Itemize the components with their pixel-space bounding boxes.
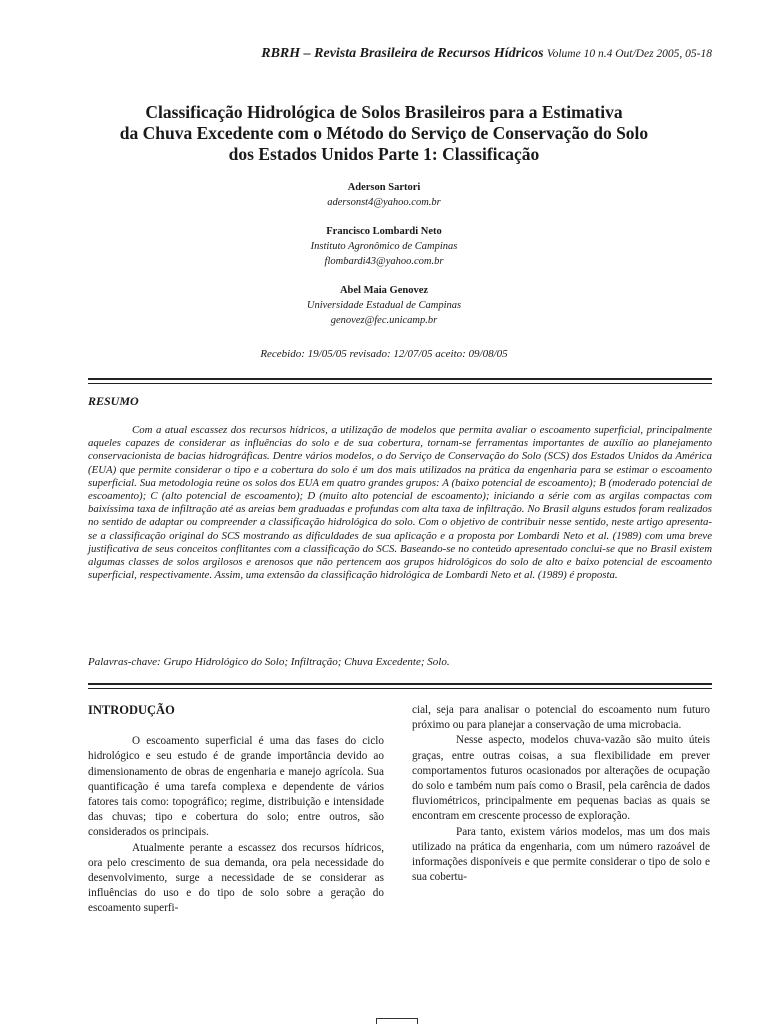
body-paragraph-continuation: cial, seja para analisar o potencial do escoamento num futuro próximo ou para planejar a conservação de uma microbacia. [412, 704, 710, 732]
page-number-box [376, 1018, 418, 1024]
author-email: adersonst4@yahoo.com.br [327, 197, 441, 208]
submission-dates: Recebido: 19/05/05 revisado: 12/07/05 aceito: 09/08/05 [260, 348, 508, 360]
author-affiliation: Instituto Agronômico de Campinas [310, 241, 458, 252]
body-paragraph: O escoamento superficial é uma das fases do ciclo hidrológico e seu estudo é de grande importância devido ao dimensionamento de obras de engenharia e manejo agrícola. Sua quantificação é uma tarefa complexa e dependente de vários fatores tais como: topográfico; regime, distribuição e intensidade das chuvas; tipo e cobertura do solo; entre outros, são considerados os principais. [88, 735, 384, 839]
keywords: Palavras-chave: Grupo Hidrológico do Solo; Infiltração; Chuva Excedente; Solo. [88, 656, 450, 668]
author-email: genovez@fec.unicamp.br [330, 315, 438, 326]
author-name: Abel Maia Genovez [339, 285, 429, 296]
author-block [150, 180, 618, 210]
body-paragraph: Atualmente perante a escassez dos recursos hídricos, ora pelo crescimento de sua demanda, ora pela necessidade do desenvolvimento, surge a necessidade de se considerar as influências do uso e do tipo de solo sobre a geração do escoamento superfi- [88, 841, 384, 915]
title-line: Classificação Hidrológica de Solos Brasileiros para a Estimativa [145, 102, 623, 122]
author-email: flombardi43@yahoo.com.br [324, 256, 444, 267]
running-header [56, 45, 712, 62]
issue-info: Volume 10 n.4 Out/Dez 2005, 05-18 [546, 48, 712, 60]
section-heading: INTRODUÇÃO [88, 703, 175, 717]
abstract-heading: RESUMO [88, 394, 139, 408]
author-name: Aderson Sartori [347, 182, 421, 193]
abstract-bottom-rule [88, 683, 712, 689]
title-line: dos Estados Unidos Parte 1: Classificação [228, 144, 540, 164]
journal-name: RBRH – Revista Brasileira de Recursos Hídricos [261, 46, 544, 61]
body-column-left [88, 703, 384, 917]
body-paragraph: Para tanto, existem vários modelos, mas um dos mais utilizado na prática da engenharia, com um número razoável de informações disponíveis e que permite considerar o tipo de solo e sua cobertu- [412, 825, 710, 884]
author-name: Francisco Lombardi Neto [326, 226, 442, 237]
author-block [150, 224, 618, 269]
body-paragraph: Nesse aspecto, modelos chuva-vazão são muito úteis graças, entre outras coisas, a sua flexibilidade em prever comportamentos futuros ocasionados por alterações de ocupação do solo e também num país como o Brasil, pela carência de dados fluviométricos, principalmente em pequenas bacias as quais se encontram em crescente processo de exploração. [412, 734, 710, 823]
title-line: da Chuva Excedente com o Método do Serviço de Conservação do Solo [119, 123, 649, 143]
body-column-right [412, 703, 710, 885]
author-block [150, 283, 618, 328]
article-title [80, 102, 688, 165]
abstract-top-rule [88, 378, 712, 384]
author-list [150, 180, 618, 342]
abstract-text: Com a atual escassez dos recursos hídricos, a utilização de modelos que permita avaliar o escoamento superficial, principalmente aqueles capazes de considerar as influências do solo e de sua cobertura, tornam-se ferramentas importantes de auxílio ao planejamento conservacionista de bacias hidrográficas. Dentre vários modelos, o do Serviço de Conservação do Solo (SCS) dos Estados Unidos da América (EUA) que permite considerar o tipo e a cobertura do solo é um dos mais utilizados na prática da engenharia para se estimar o escoamento superficial. Sua metodologia reúne os solos dos EUA em quatro grandes grupos: A (baixo potencial de escoamento); B (moderado potencial de escoamento); C (alto potencial de escoamento); D (muito alto potencial de escoamento); iniciando a série com as argilas compactas com baixíssima taxa de infiltração até as areias bem graduadas e profundas com alta taxa de infiltração. No Brasil alguns estudos foram realizados no sentido de adaptar ou compreender a classificação hidrológica do solo. Com o objetivo de contribuir nesse sentido, neste artigo apresenta-se a classificação original do SCS mostrando as dificuldades de sua aplicação e a proposta por Lombardi Neto et al. (1989) com uma breve justificativa de seus conceitos conflitantes com a classificação do SCS. Baseando-se no conteúdo apresentado conclui-se que no Brasil existem algumas classes de solos argilosos e arenosos que não pertencem aos grupos hidrológicos do solo de alto e baixo potencial de escoamento superficial, respectivamente. Assim, uma extensão da classificação hidrológica de Lombardi Neto et al. (1989) é proposta. [88, 424, 712, 582]
author-affiliation: Universidade Estadual de Campinas [306, 300, 462, 311]
